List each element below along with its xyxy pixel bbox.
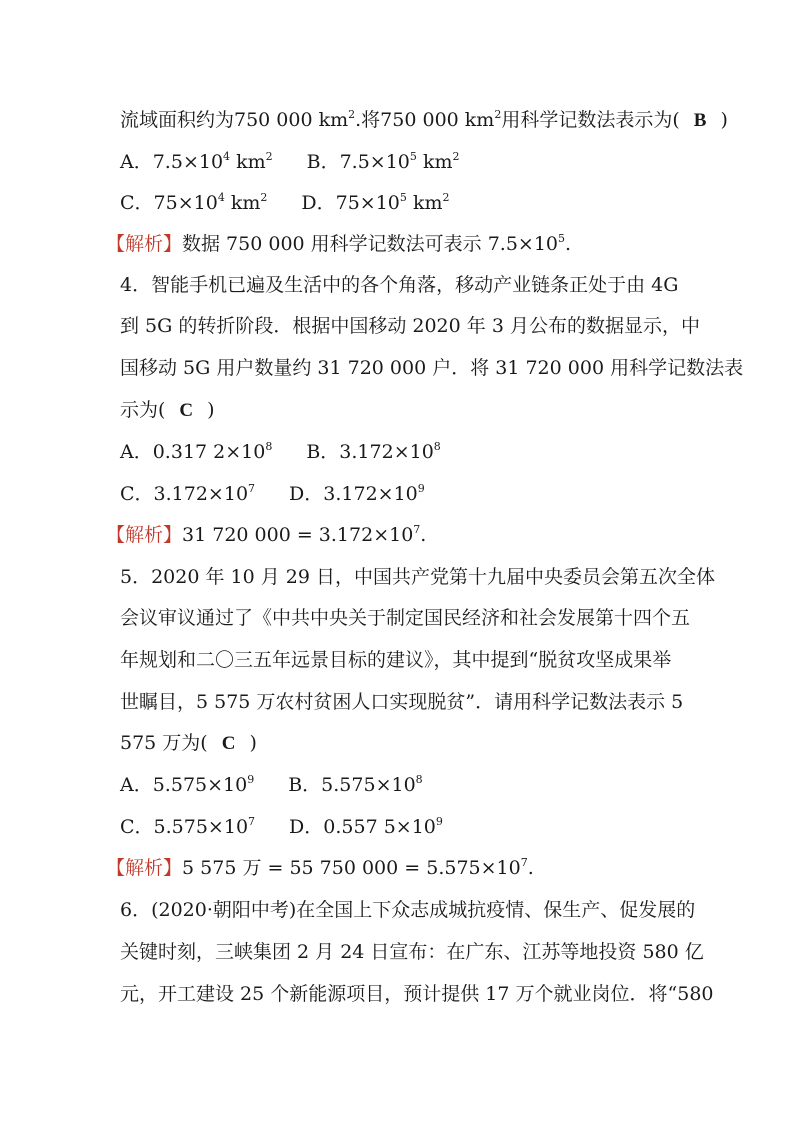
q5-answer: C: [221, 733, 236, 754]
superscript: 2: [348, 108, 356, 121]
q5-line-2: 会议审议通过了《中共中央关于制定国民经济和社会发展第十四个五: [120, 607, 691, 629]
q5-line-1: 5．2020 年 10 月 29 日，中国共产党第十九届中央委员会第五次全体: [120, 566, 715, 588]
q3-option-a: A．$7.5\times 10^4$ $km^2$: [120, 150, 273, 173]
analysis-tag: 【解析】: [106, 857, 183, 879]
q5-options-row2: [120, 815, 443, 839]
q6-line-3: 元，开工建设 25 个新能源项目，预计提供 17 万个就业岗位．将“580: [120, 983, 714, 1005]
q3-stem-part2: .将750 000 km: [355, 109, 495, 131]
q4-line-3: 国移动 5G 用户数量约 31 720 000 户．将 31 720 000 用科学记数法表: [120, 357, 744, 379]
q5-option-a: A．$5.575\times 10^9$: [120, 773, 255, 796]
q4-option-a: A．0.317 $2\times 10^8$: [120, 440, 273, 463]
q5-line-5: 575 万为( C ): [120, 732, 257, 754]
q4-line-4: 示为( C ): [120, 399, 215, 421]
q5-line-3: 年规划和二〇三五年远景目标的建议》，其中提到“脱贫攻坚成果举: [120, 649, 672, 671]
q4-line-2: 到 5G 的转折阶段．根据中国移动 2020 年 3 月公布的数据显示，中: [120, 315, 700, 337]
q5-option-c: C．$5.575\times 10^7$: [120, 815, 256, 838]
q5-option-b: B．$5.575\times 10^8$: [288, 773, 423, 796]
q4-options-row2: [120, 482, 425, 506]
q3-close-paren: ): [720, 109, 728, 131]
q4-option-d: D．$3.172\times 10^9$: [289, 482, 425, 505]
q5-line-4: 世瞩目，5 575 万农村贫困人口实现脱贫”．请用科学记数法表示 5: [120, 691, 684, 713]
q5-options-row1: [120, 773, 423, 797]
q3-option-b: B．$7.5\times 10^5$ $km^2$: [306, 150, 460, 173]
q3-stem-part1: 流域面积约为750 000 km: [120, 109, 349, 131]
analysis-tag: 【解析】: [106, 233, 183, 255]
q3-options-row2: [120, 191, 449, 215]
q5-option-d: D．0.557 $5\times 10^9$: [289, 815, 443, 838]
q4-options-row1: [120, 440, 441, 464]
q3-analysis: 【解析】数据 750 000 用科学记数法可表示 $7.5\times 10^5$.: [106, 232, 572, 255]
q3-stem: [120, 108, 728, 133]
q6-line-2: 关键时刻，三峡集团 2 月 24 日宣布：在广东、江苏等地投资 580 亿: [120, 941, 704, 963]
q3-options-row1: [120, 150, 459, 174]
q4-analysis: 【解析】31 720 $000 = 3.172\times 10^7$.: [106, 523, 427, 546]
q4-option-b: B．$3.172\times 10^8$: [306, 440, 441, 463]
q5-analysis: 【解析】5 575 万 = 55 750 $000 = 5.575\times 10^7$.: [106, 856, 534, 879]
q4-option-c: C．$3.172\times 10^7$: [120, 482, 256, 505]
q3-option-c: C．$75\times 10^4$ $km^2$: [120, 191, 268, 214]
q3-answer: B: [693, 110, 707, 131]
analysis-tag: 【解析】: [106, 524, 183, 546]
q6-line-1: 6．(2020·朝阳中考)在全国上下众志成城抗疫情、保生产、促发展的: [120, 899, 696, 921]
q4-answer: C: [179, 400, 194, 421]
superscript: 2: [494, 108, 502, 121]
q3-stem-part3: 用科学记数法表示为(: [501, 109, 680, 131]
q3-option-d: D．$75\times 10^5$ $km^2$: [301, 191, 450, 214]
q4-line-1: 4．智能手机已遍及生活中的各个角落，移动产业链条正处于由 4G: [120, 274, 679, 296]
